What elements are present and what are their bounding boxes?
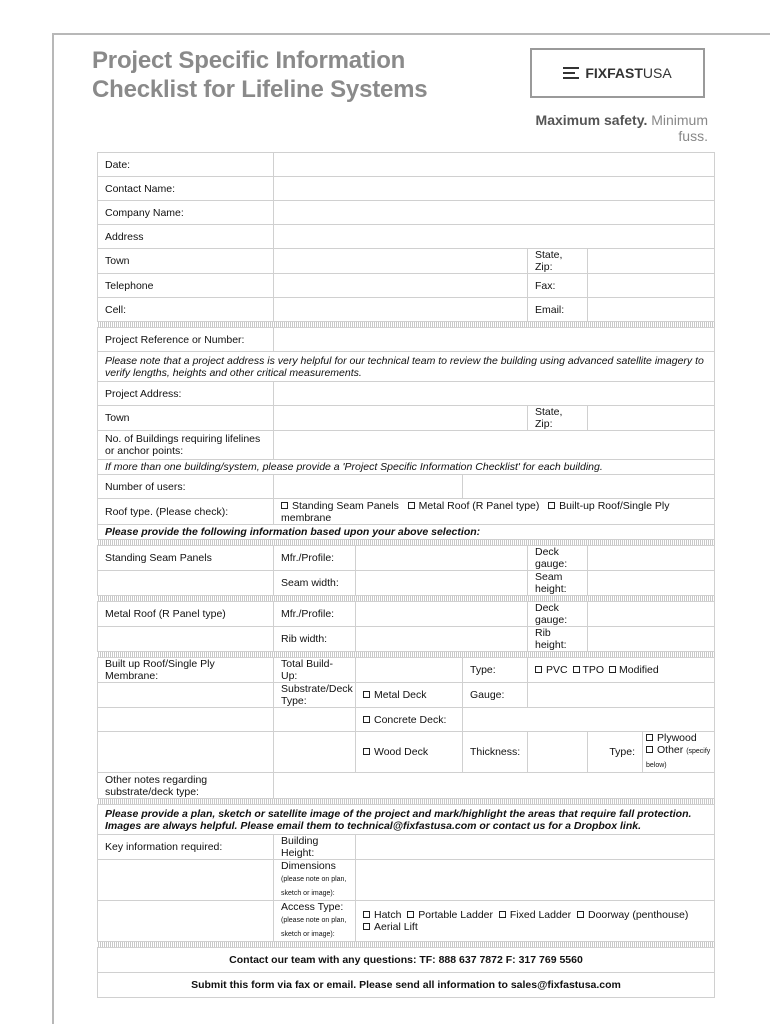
project-town-row: [98, 406, 715, 431]
town-row: [98, 249, 715, 274]
gauge-label: Gauge:: [463, 683, 528, 708]
wood-deck-cell: [356, 732, 463, 773]
substrate-label: Substrate/Deck Type:: [274, 683, 356, 708]
standing-seam-label: Standing Seam Panels: [98, 546, 274, 571]
rib-height-field[interactable]: [588, 627, 715, 652]
town-label: Town: [98, 249, 274, 274]
roof-type-row: [98, 499, 715, 525]
metal-roof-mfr-label: Mfr./Profile:: [274, 602, 356, 627]
seam-height-field[interactable]: [588, 571, 715, 596]
dimensions-note: (please note on plan, sketch or image):: [281, 876, 347, 897]
company-name-row: [98, 201, 715, 225]
key-info-label: Key information required:: [98, 835, 274, 860]
metal-deck-checkbox[interactable]: [363, 691, 370, 698]
metal-roof-deck-gauge-field[interactable]: [588, 602, 715, 627]
concrete-deck-row: [98, 708, 715, 732]
cell-label: Cell:: [98, 298, 274, 322]
title-line-1: Project Specific Information: [92, 47, 406, 74]
empty-cell: [98, 708, 274, 732]
empty-cell: [98, 571, 274, 596]
standing-seam-row: [98, 546, 715, 571]
wood-deck-checkbox[interactable]: [363, 748, 370, 755]
seam-width-field[interactable]: [356, 571, 528, 596]
project-town-field[interactable]: [274, 406, 528, 431]
plywood-checkbox[interactable]: [646, 734, 653, 741]
seam-height-label: Seam height:: [528, 571, 588, 596]
seam-width-row: [98, 571, 715, 596]
metal-deck-row: [98, 683, 715, 708]
building-height-field[interactable]: [356, 835, 715, 860]
other-option: Other: [657, 744, 684, 756]
rib-width-field[interactable]: [356, 627, 528, 652]
company-name-field[interactable]: [274, 201, 715, 225]
checklist-form: [97, 152, 715, 998]
tagline-bold: Maximum safety.: [535, 112, 648, 128]
access-type-note: (please note on plan, sketch or image):: [281, 917, 347, 938]
fax-label: Fax:: [528, 274, 588, 298]
dimensions-label-cell: [274, 860, 356, 901]
empty-cell: [274, 708, 356, 732]
project-state-zip-field[interactable]: [588, 406, 715, 431]
other-notes-row: [98, 773, 715, 799]
buildings-note: If more than one building/system, please provide a 'Project Specific Information Checklist' for each building.: [98, 460, 715, 475]
pvc-checkbox[interactable]: [535, 666, 542, 673]
concrete-deck-field[interactable]: [463, 708, 715, 732]
total-buildup-label: Total Build-Up:: [274, 658, 356, 683]
address-label: Address: [98, 225, 274, 249]
metal-roof-row: [98, 602, 715, 627]
builtup-checkbox[interactable]: [548, 502, 555, 509]
doorway-checkbox[interactable]: [577, 911, 584, 918]
rib-height-label: Rib height:: [528, 627, 588, 652]
tagline: [530, 112, 708, 144]
address-row: [98, 225, 715, 249]
wood-type-label: Type:: [588, 732, 643, 773]
portable-ladder-option: Portable Ladder: [418, 909, 494, 921]
thickness-field[interactable]: [528, 732, 588, 773]
empty-cell: [98, 627, 274, 652]
telephone-field[interactable]: [274, 274, 528, 298]
other-option-note: (specify below): [646, 748, 711, 769]
gauge-field[interactable]: [528, 683, 715, 708]
metal-roof-deck-gauge-label: Deck gauge:: [528, 602, 588, 627]
portable-ladder-checkbox[interactable]: [407, 911, 414, 918]
date-field[interactable]: [274, 153, 715, 177]
empty-cell: [98, 683, 274, 708]
roof-type-options: [274, 499, 715, 525]
builtup-label: Built up Roof/Single Ply Membrane:: [98, 658, 274, 683]
fixed-ladder-checkbox[interactable]: [499, 911, 506, 918]
date-label: Date:: [98, 153, 274, 177]
builtup-type-label: Type:: [463, 658, 528, 683]
pvc-option: PVC: [546, 664, 568, 676]
title-line-2: Checklist for Lifeline Systems: [92, 76, 428, 103]
wood-deck-option: Wood Deck: [374, 746, 429, 758]
other-notes-label: Other notes regarding substrate/deck type:: [98, 773, 274, 799]
rib-width-row: [98, 627, 715, 652]
metal-deck-option: Metal Deck: [374, 689, 427, 701]
project-address-field[interactable]: [274, 382, 715, 406]
concrete-deck-cell: [356, 708, 463, 732]
metal-roof-label: Metal Roof (R Panel type): [98, 602, 274, 627]
access-type-label-cell: [274, 901, 356, 942]
buildings-field[interactable]: [274, 431, 715, 460]
concrete-deck-option: Concrete Deck:: [374, 713, 447, 726]
empty-cell: [274, 732, 356, 773]
cell-row: [98, 298, 715, 322]
submit-footer: Submit this form via fax or email. Please send all information to sales@fixfastusa.com: [98, 973, 715, 998]
date-row: [98, 153, 715, 177]
contact-name-row: [98, 177, 715, 201]
page-title: [92, 46, 427, 104]
standing-seam-mfr-label: Mfr./Profile:: [274, 546, 356, 571]
empty-cell: [98, 860, 274, 901]
page-edge-left: [52, 33, 54, 1024]
metal-roof-mfr-field[interactable]: [356, 602, 528, 627]
building-height-row: [98, 835, 715, 860]
other-checkbox[interactable]: [646, 746, 653, 753]
access-type-row: [98, 901, 715, 942]
modified-option: Modified: [619, 664, 659, 676]
hatch-checkbox[interactable]: [363, 911, 370, 918]
telephone-label: Telephone: [98, 274, 274, 298]
standing-seam-checkbox[interactable]: [281, 502, 288, 509]
address-field[interactable]: [274, 225, 715, 249]
builtup-option: Built-up Roof/Single Ply: [559, 499, 670, 512]
metal-roof-option: Metal Roof (R Panel type): [418, 499, 540, 512]
metal-roof-checkbox[interactable]: [408, 502, 415, 509]
project-town-label: Town: [98, 406, 274, 431]
plan-note-row: [98, 805, 715, 835]
plan-note: Please provide a plan, sketch or satellite image of the project and mark/highlight the areas that require fall protection. Images are always helpful. Please email them to technical@fixfastusa.com or contact us for a Dropbox link.: [98, 805, 715, 835]
modified-checkbox[interactable]: [609, 666, 616, 673]
buildings-note-row: [98, 460, 715, 475]
standing-seam-deck-gauge-label: Deck gauge:: [528, 546, 588, 571]
contact-footer: Contact our team with any questions: TF: 888 637 7872 F: 317 769 5560: [98, 948, 715, 973]
builtup-type-options: [528, 658, 715, 683]
standing-seam-option: Standing Seam Panels: [292, 499, 399, 512]
project-reference-field[interactable]: [274, 328, 715, 352]
contact-name-field[interactable]: [274, 177, 715, 201]
telephone-row: [98, 274, 715, 298]
hatch-option: Hatch: [374, 909, 402, 921]
dimensions-field[interactable]: [356, 860, 715, 901]
project-address-row: [98, 382, 715, 406]
standing-seam-mfr-field[interactable]: [356, 546, 528, 571]
project-state-zip-label: State, Zip:: [528, 406, 588, 431]
roof-type-label: Roof type. (Please check):: [98, 499, 274, 525]
total-buildup-field[interactable]: [356, 658, 463, 683]
email-field[interactable]: [588, 298, 715, 322]
contact-footer-row: [98, 948, 715, 973]
follow-note-row: [98, 525, 715, 540]
wood-type-options: [643, 732, 715, 773]
tpo-checkbox[interactable]: [573, 666, 580, 673]
wood-deck-row: [98, 732, 715, 773]
buildings-label: No. of Buildings requiring lifelines or anchor points:: [98, 431, 274, 460]
fixfast-logo-icon: [563, 67, 579, 79]
doorway-option: Doorway (penthouse): [588, 909, 689, 921]
contact-name-label: Contact Name:: [98, 177, 274, 201]
users-row: [98, 475, 715, 499]
empty-cell: [98, 901, 274, 942]
users-label: Number of users:: [98, 475, 274, 499]
seam-width-label: Seam width:: [274, 571, 356, 596]
fax-field[interactable]: [588, 274, 715, 298]
project-address-label: Project Address:: [98, 382, 274, 406]
cell-field[interactable]: [274, 298, 528, 322]
building-height-label: Building Height:: [274, 835, 356, 860]
access-type-label: Access Type:: [281, 901, 344, 913]
users-field[interactable]: [274, 475, 463, 499]
logo-usa: USA: [642, 65, 672, 81]
metal-deck-cell: [356, 683, 463, 708]
submit-footer-row: [98, 973, 715, 998]
buildings-row: [98, 431, 715, 460]
tpo-option: TPO: [582, 664, 605, 676]
page-edge-top: [52, 33, 770, 35]
address-note-row: [98, 352, 715, 382]
thickness-label: Thickness:: [463, 732, 528, 773]
state-zip-label: State, Zip:: [528, 249, 588, 274]
aerial-lift-checkbox[interactable]: [363, 923, 370, 930]
email-label: Email:: [528, 298, 588, 322]
logo-text: FIXFAST: [585, 65, 643, 81]
tagline-light: Minimum fuss.: [651, 112, 708, 144]
empty-cell: [98, 732, 274, 773]
state-zip-field[interactable]: [588, 249, 715, 274]
standing-seam-deck-gauge-field[interactable]: [588, 546, 715, 571]
town-field[interactable]: [274, 249, 528, 274]
fixed-ladder-option: Fixed Ladder: [509, 909, 572, 921]
follow-note: Please provide the following information based upon your above selection:: [98, 525, 715, 540]
plywood-option: Plywood: [657, 732, 697, 744]
fixfast-logo: [530, 48, 705, 98]
dimensions-label: Dimensions: [281, 860, 336, 872]
concrete-deck-checkbox[interactable]: [363, 716, 370, 723]
aerial-lift-option: Aerial Lift: [374, 921, 418, 933]
rib-width-label: Rib width:: [274, 627, 356, 652]
access-type-options: [356, 901, 715, 942]
users-extra-field[interactable]: [463, 475, 715, 499]
builtup-row: [98, 658, 715, 683]
project-reference-label: Project Reference or Number:: [98, 328, 274, 352]
address-note: Please note that a project address is very helpful for our technical team to review the building using advanced satellite imagery to verify lengths, heights and other critical measurements.: [98, 352, 715, 382]
project-reference-row: [98, 328, 715, 352]
builtup-option-cont: membrane: [281, 511, 332, 524]
other-notes-field[interactable]: [274, 773, 715, 799]
dimensions-row: [98, 860, 715, 901]
company-name-label: Company Name:: [98, 201, 274, 225]
